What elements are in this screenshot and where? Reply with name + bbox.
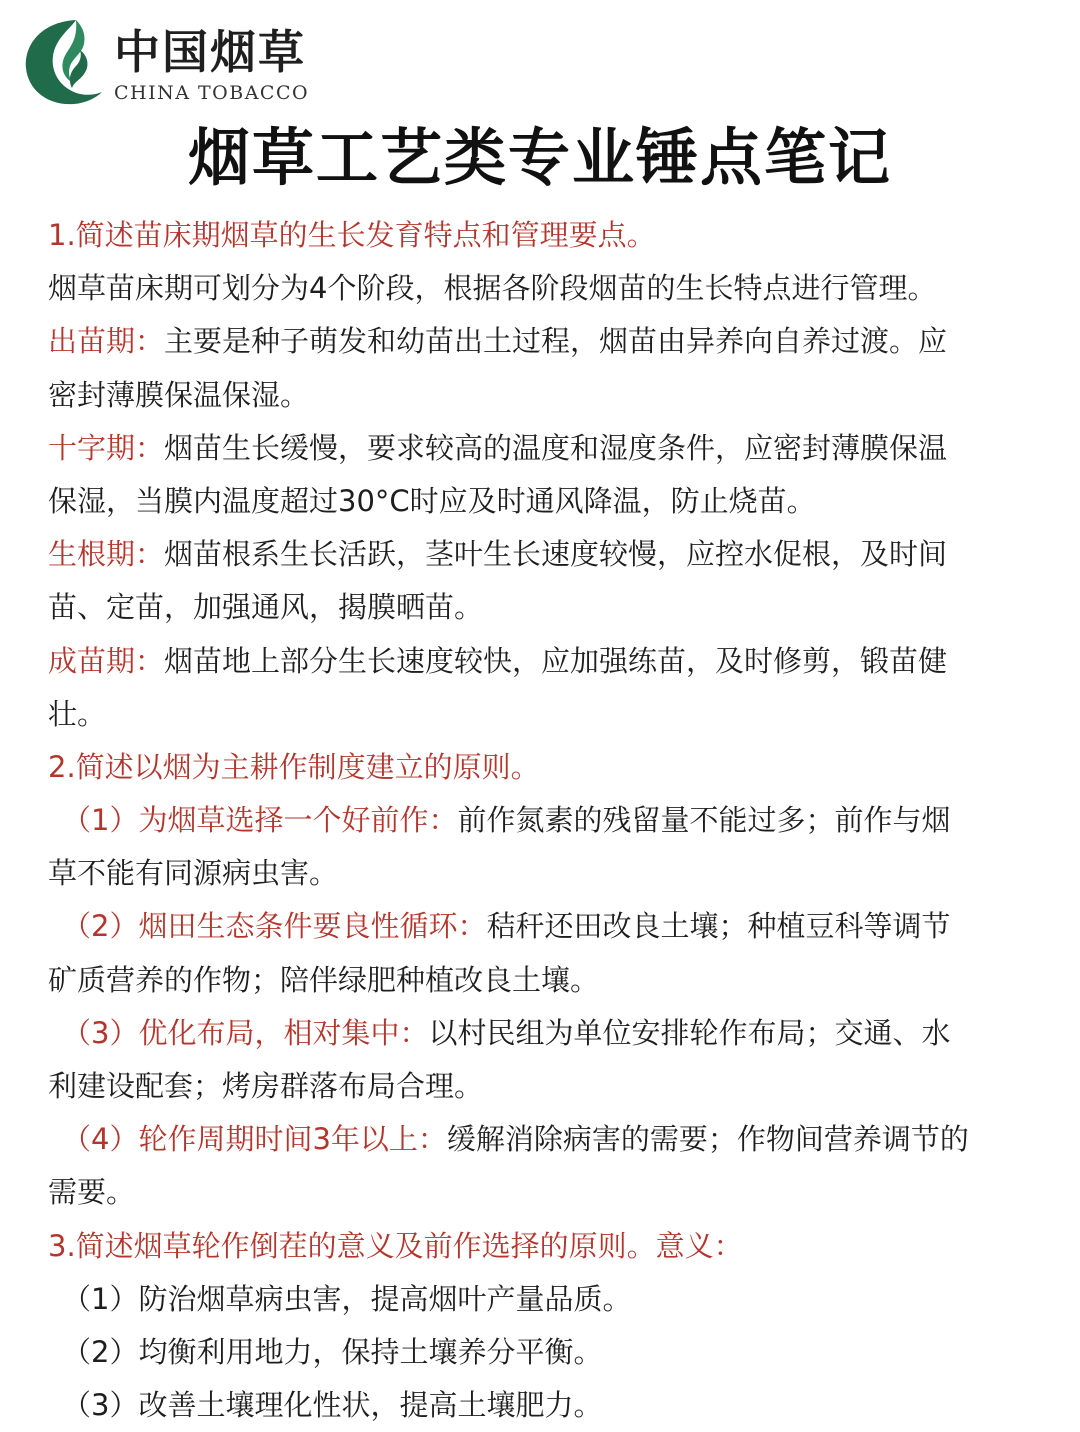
stage-mature [48,635,1033,688]
principle-2 [48,900,1033,953]
china-tobacco-logo [22,12,322,112]
list-item: （3）改善土壤理化性状，提高土壤肥力。 [62,1388,603,1423]
stage-label: 成苗期： [48,643,165,678]
stage-text: 烟苗根系生长活跃，茎叶生长速度较慢，应控水促根，及时间 [164,537,948,572]
principle-label: （3）优化布局，相对集中： [62,1015,429,1050]
principle-text: 缓解消除病害的需要；作物间营养调节的 [446,1122,969,1157]
stage-text: 烟苗地上部分生长速度较快，应加强练苗，及时修剪，锻苗健 [164,643,948,678]
stage-cross [48,422,1033,475]
principle-text: 秸秆还田改良土壤；种植豆科等调节 [486,909,951,944]
list-item: （1）防治烟草病虫害，提高烟叶产量品质。 [62,1281,632,1316]
stage-rooting [48,528,1033,581]
question-2-heading: 2.简述以烟为主耕作制度建立的原则。 [48,749,540,784]
principle-label: （1）为烟草选择一个好前作： [62,803,458,838]
stage-label: 出苗期： [48,324,165,359]
principle-label: （2）烟田生态条件要良性循环： [62,909,487,944]
logo-english-name: CHINA TOBACCO [114,82,310,104]
principle-1 [48,794,1033,847]
principle-1-cont: 草不能有同源病虫害。 [48,856,339,891]
stage-emergence-cont: 密封薄膜保温保湿。 [48,377,310,412]
notes-content [48,209,1033,1432]
question-1-heading: 1.简述苗床期烟草的生长发育特点和管理要点。 [48,218,656,252]
principle-3-cont: 利建设配套；烤房群落布局合理。 [48,1069,484,1103]
list-item: （2）均衡利用地力，保持土壤养分平衡。 [62,1334,603,1369]
question-3-heading: 3.简述烟草轮作倒茬的意义及前作选择的原则。意义： [48,1228,743,1263]
stage-mature-cont: 壮。 [48,696,107,731]
stage-rooting-cont: 苗、定苗，加强通风，揭膜晒苗。 [48,590,484,625]
stage-text: 主要是种子萌发和幼苗出土过程，烟苗由异养向自养过渡。应 [164,324,948,359]
stage-label: 十字期： [48,430,165,465]
page-title: 烟草工艺类专业锤点笔记 [187,121,892,194]
logo-chinese-name: 中国烟草 [114,25,306,79]
principle-4 [48,1113,1033,1166]
principle-text: 以村民组为单位安排轮作布局；交通、水 [428,1015,951,1050]
stage-text: 烟苗生长缓慢，要求较高的温度和湿度条件，应密封薄膜保温 [164,430,948,465]
tobacco-leaf-logo-icon [22,12,108,108]
principle-2-cont: 矿质营养的作物；陪伴绿肥种植改良土壤。 [48,962,600,997]
stage-cross-cont: 保湿，当膜内温度超过30°C时应及时通风降温，防止烧苗。 [48,483,816,518]
question-1-intro: 烟草苗床期可划分为4个阶段，根据各阶段烟苗的生长特点进行管理。 [48,271,937,306]
principle-text: 前作氮素的残留量不能过多；前作与烟 [457,803,951,838]
principle-4-cont: 需要。 [48,1175,136,1210]
stage-emergence [48,315,1033,368]
stage-label: 生根期： [48,537,165,572]
principle-3 [48,1007,1033,1060]
principle-label: （4）轮作周期时间3年以上： [62,1122,447,1157]
